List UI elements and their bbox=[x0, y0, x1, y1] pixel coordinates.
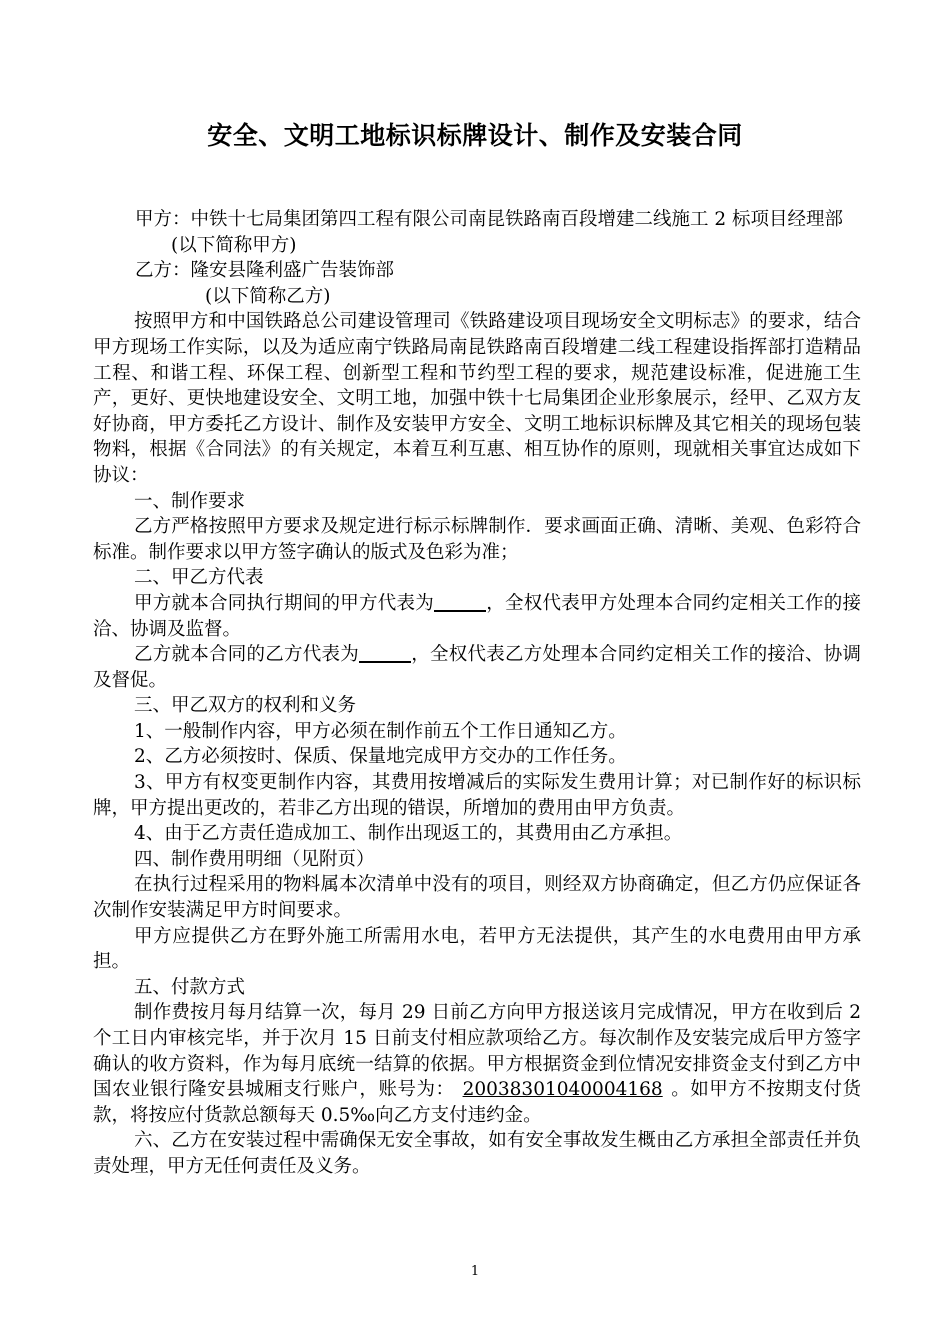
section-4-paragraph-2: 甲方应提供乙方在野外施工所需用水电，若甲方无法提供，其产生的水电费用由甲方承担。 bbox=[93, 925, 861, 973]
payment-text: 制作费按月每月结算一次，每月 29 日前乙方向甲方报送该月完成情况，甲方在收到后 2 个工日内审核完毕，并于次月 15 日前支付相应款项给乙方。每次制作及安装完成后甲方签字确认的收方资料，作为每月底统一结算的依据。甲方根据资金到位情况安排资金支付到乙方中国农业银行隆安县城厢支行账户，账号为： bbox=[93, 1002, 861, 1101]
section-3-item-2: 2、乙方必须按时、保质、保量地完成甲方交办的工作任务。 bbox=[134, 746, 627, 768]
party-b-line bbox=[93, 258, 861, 284]
party-a-line bbox=[93, 207, 861, 233]
contract-title: 安全、文明工地标识标牌设计、制作及安装合同 bbox=[207, 121, 743, 150]
party-b-note: (以下简称乙方) bbox=[205, 285, 331, 307]
rep-a-blank bbox=[434, 592, 486, 612]
section-1-heading: 一、制作要求 bbox=[134, 490, 246, 512]
page-number: 1 bbox=[470, 1264, 480, 1279]
party-b-name: 隆安县隆利盛广告装饰部 bbox=[190, 260, 395, 282]
payment-text-rest: 。如甲方不按期支付货款，将按应付货款总额每天 0.5‰向乙方支付违约金。 bbox=[93, 1079, 861, 1126]
contract-body bbox=[93, 207, 861, 1180]
rep-b-text-rest: ，全权代表乙方处理本合同约定相关工作的接洽、协调及督促。 bbox=[93, 644, 861, 691]
section-3-item-3: 3、甲方有权变更制作内容，其费用按增减后的实际发生费用计算；对已制作好的标识标牌，甲方提出更改的，若非乙方出现的错误，所增加的费用由甲方负责。 bbox=[93, 772, 861, 819]
section-2-party-b-rep bbox=[93, 642, 861, 693]
party-b-label: 乙方： bbox=[135, 260, 191, 282]
rep-b-blank bbox=[359, 643, 411, 663]
section-3-item-4: 4、由于乙方责任造成加工、制作出现返工的，其费用由乙方承担。 bbox=[134, 823, 683, 845]
section-2-party-a-rep bbox=[93, 591, 861, 642]
section-6-paragraph: 六、乙方在安装过程中需确保无安全事故，如有安全事故发生概由乙方承担全部责任并负责处理，甲方无任何责任及义务。 bbox=[93, 1130, 861, 1177]
section-3-heading: 三、甲乙双方的权利和义务 bbox=[134, 695, 357, 717]
section-2-heading: 二、甲乙方代表 bbox=[134, 567, 264, 589]
rep-a-text-rest: ，全权代表甲方处理本合同约定相关工作的接洽、协调及监督。 bbox=[93, 592, 861, 640]
intro-paragraph: 按照甲方和中国铁路总公司建设管理司《铁路建设项目现场安全文明标志》的要求，结合甲方现场工作实际，以及为适应南宁铁路局南昆铁路南百段增建二线工程建设指挥部打造精品工程、和谐工程、环保工程、创新型工程和节约型工程的要求，规范建设标准，促进施工生产，更好、更快地建设安全、文明工地，加强中铁十七局集团企业形象展示，经甲、乙双方友好协商，甲方委托乙方设计、制作及安装甲方安全、文明工地标识标牌及其它相关的现场包装物料，根据《合同法》的有关规定，本着互利互惠、相互协作的原则，现就相关事宜达成如下协议： bbox=[93, 311, 861, 486]
section-4-heading: 四、制作费用明细（见附页） bbox=[134, 848, 375, 870]
section-5-heading: 五、付款方式 bbox=[134, 976, 246, 998]
section-5-paragraph bbox=[93, 1000, 861, 1128]
party-a-note: (以下简称甲方) bbox=[171, 234, 297, 256]
section-1-paragraph: 乙方严格按照甲方要求及规定进行标示标牌制作．要求画面正确、清晰、美观、色彩符合标准。制作要求以甲方签字确认的版式及色彩为准； bbox=[93, 516, 861, 563]
section-3-item-1: 1、一般制作内容，甲方必须在制作前五个工作日通知乙方。 bbox=[134, 720, 627, 742]
party-a-name: 中铁十七局集团第四工程有限公司南昆铁路南百段增建二线施工 2 标项目经理部 bbox=[190, 209, 844, 230]
rep-a-text: 甲方就本合同执行期间的甲方代表为 bbox=[134, 592, 434, 614]
rep-b-text: 乙方就本合同的乙方代表为 bbox=[134, 644, 359, 666]
party-a-label: 甲方： bbox=[135, 209, 191, 230]
bank-account-number: 20038301040004168 bbox=[462, 1079, 663, 1101]
section-4-paragraph-1: 在执行过程采用的物料属本次清单中没有的项目，则经双方协商确定，但乙方仍应保证各次制作安装满足甲方时间要求。 bbox=[93, 874, 861, 922]
